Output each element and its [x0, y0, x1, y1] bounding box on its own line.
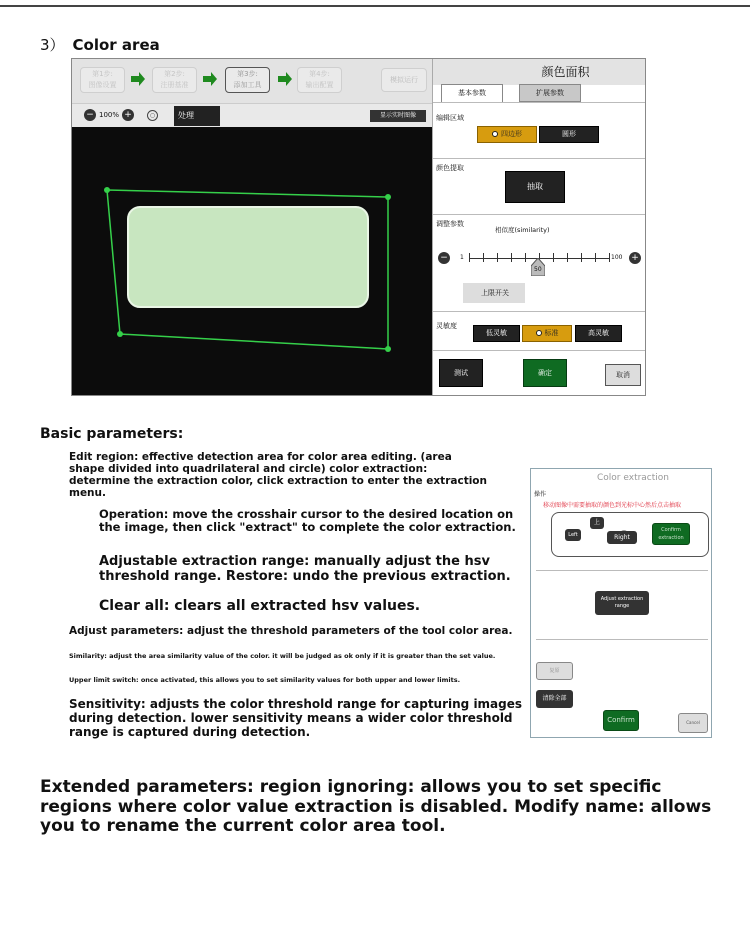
up-button[interactable]: 上: [590, 517, 604, 529]
confirm-extraction-button[interactable]: Confirm extraction: [652, 523, 690, 545]
process-button[interactable]: 处理: [174, 106, 220, 126]
direction-pad: [551, 512, 709, 557]
right-button[interactable]: Right: [607, 531, 637, 544]
test-button[interactable]: 测试: [439, 359, 483, 387]
color-extraction-screenshot: [530, 468, 712, 738]
increase-icon[interactable]: +: [629, 252, 641, 264]
clear-all-text: Clear all: clears all extracted hsv values.: [99, 598, 421, 614]
tab-extended-params[interactable]: 扩展参数: [519, 84, 581, 102]
left-button[interactable]: Left: [565, 529, 581, 541]
ok-button[interactable]: 确定: [523, 359, 567, 387]
arrow-right-icon: [130, 71, 146, 87]
zoom-in-icon[interactable]: +: [122, 109, 134, 121]
adjust-params-text: Adjust parameters: adjust the threshold parameters of the tool color area.: [69, 625, 513, 637]
arrow-right-icon: [202, 71, 218, 87]
decrease-icon[interactable]: −: [438, 252, 450, 264]
section-number: 3）: [40, 36, 65, 54]
side-title: Color extraction: [597, 473, 669, 483]
extraction-hint: 移动图像中需要抽取的颜色到光标中心然后点击抽取: [543, 502, 682, 509]
zoom-out-icon[interactable]: −: [84, 109, 96, 121]
sensitivity-label: 灵敏度: [436, 322, 457, 330]
circle-button[interactable]: 圆形: [539, 126, 599, 143]
slider-value: 50: [534, 266, 542, 273]
reset-view-icon[interactable]: ○: [147, 110, 158, 121]
adjustable-range-text: Adjustable extraction range: manually adjust the hsv threshold range. Restore: undo the previous extraction.: [99, 554, 511, 584]
simulate-run-button[interactable]: 模拟运行: [381, 68, 427, 92]
confirm-button[interactable]: Confirm: [603, 710, 639, 731]
image-toolbar: [72, 103, 432, 127]
camera-image: [72, 127, 432, 396]
adjust-range-button[interactable]: Adjust extraction range: [595, 591, 649, 615]
step-3-button[interactable]: 第3步: 添加工具: [225, 67, 270, 93]
restore-button[interactable]: 复原: [536, 662, 573, 680]
region-handle: [104, 187, 110, 193]
extended-params-text: Extended parameters: region ignoring: allows you to set specific regions where color value extraction is disabled. Modify name: allows you to rename the current color area tool.: [40, 777, 712, 837]
zoom-level: 100%: [99, 111, 120, 119]
region-handle: [385, 194, 391, 200]
standard-sensitivity-button[interactable]: 标准: [522, 325, 572, 342]
cancel-button[interactable]: 取消: [605, 364, 641, 386]
sensitivity-text: Sensitivity: adjusts the color threshold range for capturing images during detection. lower sensitivity means a wider color threshold range is captured during detection.: [69, 697, 523, 739]
slider-max: 100: [611, 254, 623, 261]
slider-min: 1: [460, 254, 464, 261]
color-area-screenshot: [71, 58, 646, 396]
similarity-label: 相似度(similarity): [495, 226, 550, 234]
region-handle: [117, 331, 123, 337]
extract-button[interactable]: 抽取: [505, 171, 565, 203]
quadrilateral-button[interactable]: 四边形: [477, 126, 537, 143]
show-realtime-button[interactable]: 显示实时图像: [370, 110, 426, 122]
upper-limit-switch[interactable]: 上限开关: [463, 283, 525, 303]
top-rule: [0, 5, 750, 7]
low-sensitivity-button[interactable]: 低灵敏: [473, 325, 520, 342]
step-1-button[interactable]: 第1步: 图像设置: [80, 67, 125, 93]
step-2-button[interactable]: 第2步: 注册基准: [152, 67, 197, 93]
basic-params-heading: Basic parameters:: [40, 426, 184, 442]
tab-basic-params[interactable]: 基本参数: [441, 84, 503, 102]
color-extract-label: 颜色提取: [436, 164, 464, 172]
zoom-control: [84, 109, 134, 121]
camera-view[interactable]: [72, 127, 432, 396]
panel-title: 颜色面积: [433, 59, 646, 85]
step-bar: [72, 59, 432, 103]
cancel-button[interactable]: Cancel: [678, 713, 708, 733]
radio-selected-icon: [536, 330, 542, 336]
upper-limit-text: Upper limit switch: once activated, this allows you to set similarity values for both upper and lower limits.: [69, 676, 461, 684]
region-handle: [385, 346, 391, 352]
section-title: Color area: [72, 36, 160, 54]
similarity-text: Similarity: adjust the area similarity value of the color. it will be judged as ok only if it is greater than the set value.: [69, 652, 496, 660]
arrow-right-icon: [277, 71, 293, 87]
radio-selected-icon: [492, 131, 498, 137]
operation-text: Operation: move the crosshair cursor to the desired location on the image, then click "extract" to complete the color extraction.: [99, 507, 516, 535]
adjust-params-label: 调整参数: [436, 220, 464, 228]
section-heading: [40, 34, 160, 55]
operation-label: 操作: [534, 491, 547, 498]
edit-region-label: 编辑区域: [436, 114, 464, 122]
step-4-button[interactable]: 第4步: 输出配置: [297, 67, 342, 93]
clear-all-button[interactable]: 清除全部: [536, 690, 573, 708]
color-area-panel: [432, 59, 646, 396]
high-sensitivity-button[interactable]: 高灵敏: [575, 325, 622, 342]
edit-region-text: Edit region: effective detection area for color area editing. (area shape divided into quadrilateral and circle) color extraction: determine the extraction color, click extraction to enter the extraction menu.: [69, 451, 488, 500]
